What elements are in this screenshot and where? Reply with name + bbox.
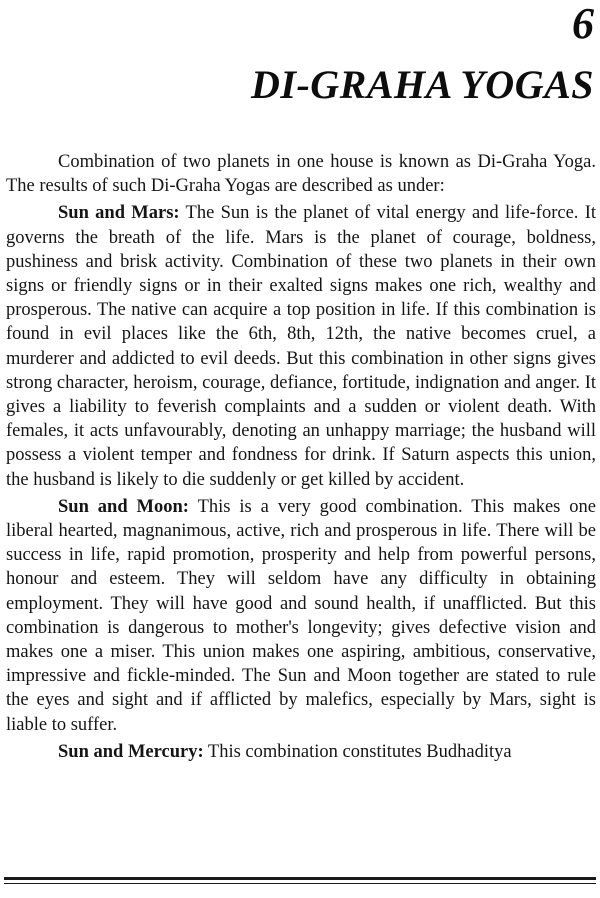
paragraph-text: The Sun is the planet of vital energy and life-force. It governs the breath of the life. Mars is the planet of courage, boldness, pushiness and brisk activity. Combination of these two planets in their own signs or friendly signs or in their exalted signs makes one rich, wealthy and prosperous. The native can acquire a top position in life. If this combination is found in evil places like the 6th, 8th, 12th, the native becomes cruel, a murderer and addicted to evil deeds. But this combination in other signs gives strong character, heroism, courage, defiance, fortitude, indignation and anger. It gives a liability to feverish complaints and a sudden or violent death. With females, it acts unfavourably, denoting an unhappy marriage; the husband will possess a violent temper and fondness for drink. If Saturn aspects this union, the husband is likely to die suddenly or get killed by accident. (6, 203, 597, 490)
paragraph-sun-and-mars (6, 201, 596, 491)
paragraph-lead: Sun and Mercury: (58, 741, 204, 762)
footer-rule-thin (4, 883, 596, 884)
chapter-title: DI-GRAHA YOGAS (250, 62, 594, 107)
paragraph-sun-and-mercury (6, 740, 596, 764)
paragraph-intro (6, 150, 596, 198)
paragraph-lead: Sun and Mars: (58, 203, 180, 224)
paragraph-sun-and-moon (6, 495, 596, 737)
paragraph-text: Combination of two planets in one house is known as Di-Graha Yoga. The results of such Di-Graha Yogas are described as under: (6, 152, 596, 197)
paragraph-lead: Sun and Moon: (58, 496, 189, 517)
chapter-number: 6 (572, 0, 594, 48)
paragraph-text: This is a very good combination. This makes one liberal hearted, magnanimous, active, rich and prosperous in life. There will be success in life, rapid promotion, prosperity and help from powerful persons, honour and esteem. They will seldom have any difficulty in obtaining employment. They will have good and sound health, if unafflicted. But this combination is dangerous to mother's longevity; gives defective vision and makes one a miser. This union makes one aspiring, ambitious, conservative, impressive and fickle-minded. The Sun and Moon together are stated to rule the eyes and sight and if afflicted by malefics, especially by Mars, sight is liable to suffer. (6, 496, 596, 735)
paragraph-text: This combination constitutes Budhaditya (203, 741, 512, 762)
body-text (6, 150, 596, 767)
footer-rule (4, 877, 596, 880)
